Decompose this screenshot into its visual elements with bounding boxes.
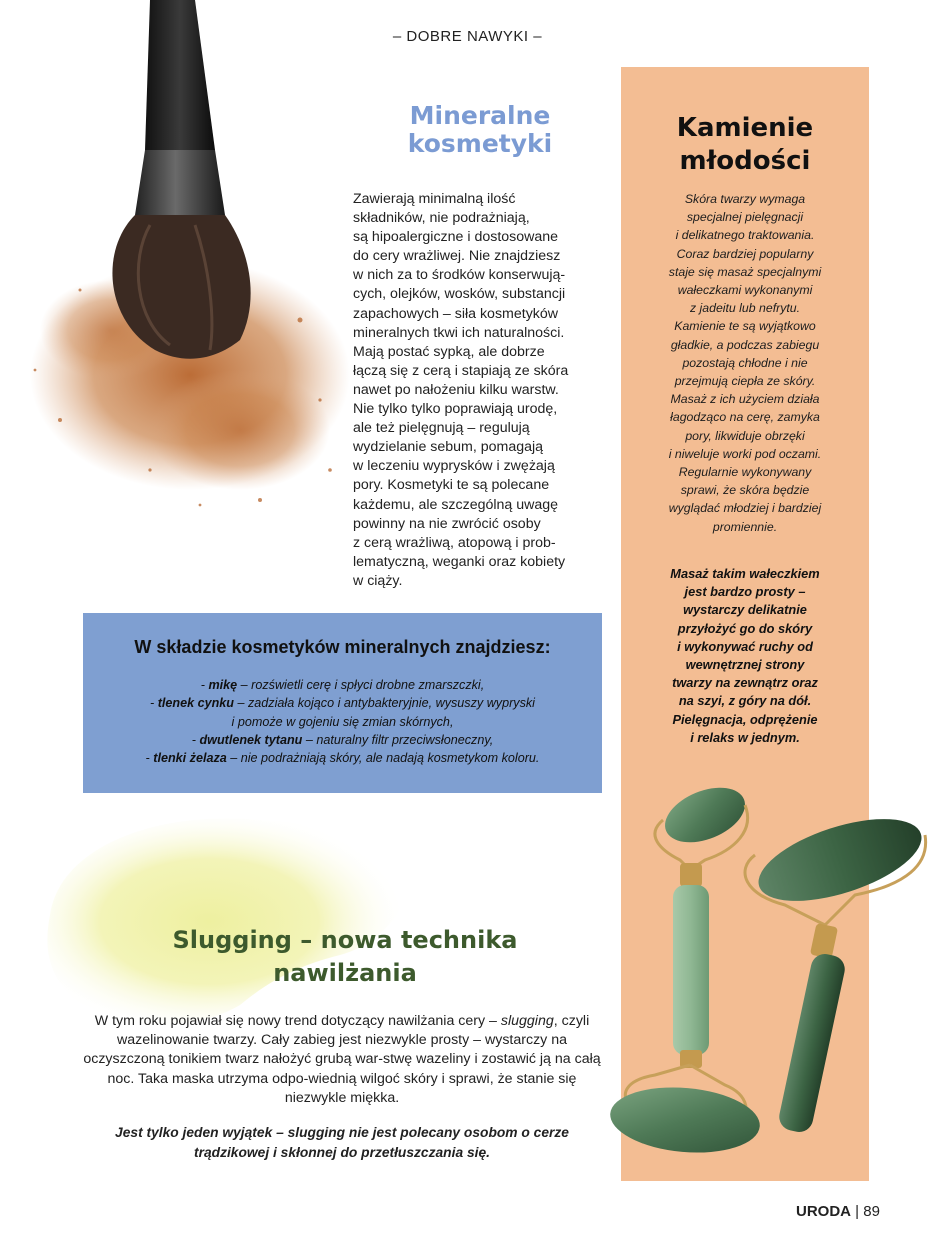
ingredient-item: - tlenki żelaza – nie podrażniają skóry, ale nadają kosmetykom koloru. [145,751,540,766]
ingredient-name: tlenek cynku [157,696,234,711]
ingredient-item: - dwutlenek tytanu – naturalny filtr przeciwsłoneczny, [191,732,494,747]
section-header: – DOBRE NAWYKI – [392,28,543,45]
makeup-brush-image [0,0,360,620]
mineral-title-line2: kosmetyki [407,129,553,158]
ingredient-item: - mikę – rozświetli cerę i spłyci drobne zmarszczki, [200,678,485,692]
ingredients-list [83,676,602,767]
stones-body-text: Skóra twarzy wymaga specjalnej pielęgnacji i delikatnego traktowania. Coraz bardziej popularny staje się masaż specjalnymi wałeczkami wykonanymi z jadeitu lub nefrytu. Kamienie te są wyjątkowo gładkie, a podczas zabiegu pozostają chłodne i nie przejmują ciepła ze skóry. Masaż z ich użyciem działa łagodząco na cerę, zamyka pory, likwiduje obrzęki i niweluje worki pod oczami. Regularnie wykonywany sprawi, że skóra będzie wyglądać młodziej i bardziej promiennie. [668,192,822,534]
ingredient-item: - tlenek cynku – zadziała kojąco i antybakteryjnie, wysuszy wypryski [150,696,535,711]
jade-rollers-image [585,775,930,1170]
footer-section: URODA [796,1203,851,1220]
ingredient-item-continuation: i pomoże w gojeniu się zmian skórnych, [231,714,454,729]
ingredient-name: mikę [208,678,238,692]
page-footer [796,1203,880,1220]
slugging-title: Slugging – nowa technika nawilżania [172,926,518,987]
mineral-title [380,102,580,158]
footer-separator: | [851,1203,864,1220]
vaseline-smear-image [40,805,440,1035]
ingredient-name: tlenki żelaza [153,751,227,766]
mineral-body-text: Zawierają minimalną ilość składników, nie podrażniają, są hipoalergiczne i dostosowane do cery wrażliwej. Nie znajdziesz w nich za to środków konserwują- cych, olejków, wosków, substancji zapachowych – siła kosmetyków mineralnych tkwi ich naturalności. Mają postać sypką, ale dobrze łączą się z cerą i stapiają ze skóra nawet po nałożeniu kilku warstw. Nie tylko tylko poprawiają urodę, ale też pielęgnują – regulują wydzielanie sebum, pomagają w leczeniu wyprysków i zwężają pory. Kosmetyki te są polecane każdemu, ale szczególną uwagę powinny na nie zwrócić osoby z cerą wrażliwą, atopową i prob- lematyczną, weganki oraz kobiety w ciąży. [353,191,569,589]
slugging-body-text: W tym roku pojawiał się nowy trend dotyczący nawilżania cery – slugging, czyli wazelinowanie twarzy. Cały zabieg jest niezwykle prosty – wystarczy na oczyszczoną tonikiem twarz nałożyć grubą war-stwę wazeliny i zostawić ją na całą noc. Taka maska utrzyma odpo-wiednią wilgoć skóry i sprawi, że stanie się niezwykle miękka. [83,1013,601,1106]
ingredient-name: dwutlenek tytanu [199,732,303,747]
stones-emphasis-text: Masaż takim wałeczkiem jest bardzo prosty – wystarczy delikatnie przyłożyć go do skóry i wykonywać ruchy od wewnętrznej strony twarzy na zewnątrz oraz na szyi, z góry na dół. Pielęgnacja, odprężenie i relaks w jednym. [670,566,820,745]
stones-title: Kamienie młodości [676,113,814,176]
ingredients-title: W składzie kosmetyków mineralnych znajdziesz: [134,637,551,657]
page-number: 89 [863,1203,880,1220]
slugging-term: slugging [500,1013,554,1029]
slugging-warning-note: Jest tylko jeden wyjątek – slugging nie jest polecany osobom o cerze trądzikowej i skłonnej do przetłuszczania się. [115,1125,569,1160]
mineral-title-line1: Mineralne [409,101,551,130]
